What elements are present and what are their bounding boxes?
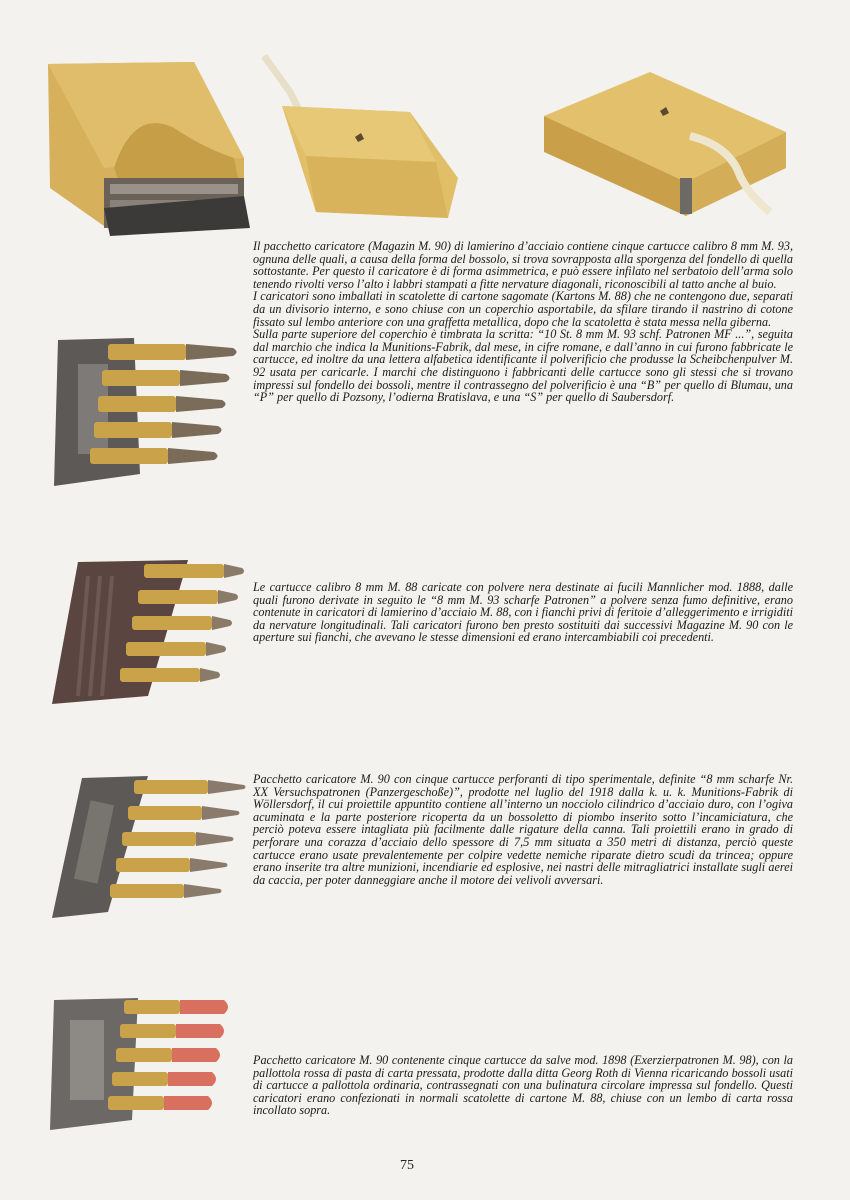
text-block-3 (253, 773, 793, 886)
paragraph: I caricatori sono imballati in scatolette di cartone sagomate (Kartons M. 88) che ne contengono due, separati da un divisorio interno, e sono chiuse con un coperchio asportabile, da sfilare tirando il nastrino di cotone fissato sul lembo anteriore con una graffetta metallica, dopo che la scatoletta è stata messa nella giberna. (253, 289, 793, 329)
page-number: 75 (400, 1158, 414, 1173)
clip-armor-piercing-photo (48, 772, 248, 922)
text-block-2 (253, 581, 793, 644)
paragraph: Pacchetto caricatore M. 90 con cinque cartucce perforanti di tipo sperimentale, definite “8 mm scharfe Nr. XX Versuchspatronen (Panzergeschoße)”, prodotte nel luglio del 1918 dalla k. u. k. Munitions-Fabrik di Wöllersdorf, il cui proiettile appuntito contiene all’interno un nocciolo cilindrico d’acciaio duro, con l’ogiva acuminata e la parte posteriore ricoperta da un bossoletto di piombo inserito sotto l’incamiciatura, che perciò poteva essere intagliata più facilmente dalle rigature della canna. Tali proiettili erano in grado di perforare una corazza d’acciaio dello spessore di 7,5 mm situata a 350 metri di distanza, perciò queste cartucce erano usate prevalentemente per colpire vedette nemiche riparate dietro scudi da trincea; oppure erano inserite tra altre munizioni, incendiarie ed esplosive, nei nastri delle mitragliatrici installate sugli aerei da caccia, per poter danneggiare anche il motore dei velivoli avversari. (253, 772, 793, 887)
closed-box-photo (540, 66, 790, 218)
text-block-4 (253, 1054, 793, 1117)
text-block-1 (253, 240, 793, 404)
clip-blank-cartridges-photo (48, 994, 234, 1136)
paragraph: Le cartucce calibro 8 mm M. 88 caricate con polvere nera destinate ai fucili Mannlicher mod. 1888, dalle quali furono derivate in seguito le “8 mm M. 93 scharfe Patronen” a polvere senza fumo definitive, erano contenute in caricatori di lamierino d’acciaio M. 88, con i fianchi privi di feritoie d’alleggerimento e irrigiditi da nervature longitudinali. Tali caricatori furono ben presto sostituiti dai successivi Magazine M. 90 con le aperture sui fianchi, che avevano le stesse dimensioni ed erano intercambiabili coi precedenti. (253, 580, 793, 645)
open-box-photo (44, 58, 254, 240)
paragraph: Il pacchetto caricatore (Magazin M. 90) di lamierino d’acciaio contiene cinque cartucce calibro 8 mm M. 93, ognuna delle quali, a causa della forma del bossolo, si trova sovrapposta alla sporgenza del fondello di quella sottostante. Per questo il caricatore è di forma asimmetrica, e può essere infilato nel serbatoio dell’arma solo tenendo rivolti verso l’alto i labbri stampati a fitte nervature diagonali, riconoscibili al tatto anche al buio. (253, 239, 793, 291)
paragraph: Pacchetto caricatore M. 90 contenente cinque cartucce da salve mod. 1898 (Exerzierpatronen M. 98), con la pallottola rossa di pasta di carta pressata, prodotte dalla ditta Georg Roth di Vienna ricaricando bossoli usati di cartucce a pallottola ordinaria, contrassegnati con una bulinatura circolare impressa sul fondello. Questi caricatori erano confezionati in normali scatolette di cartone M. 88, chiuse con un lembo di carta rossa incollato sopra. (253, 1053, 793, 1118)
clip-m90-photo (48, 334, 243, 490)
flat-box-photo (260, 52, 465, 222)
clip-m88-photo (48, 556, 248, 708)
paragraph: Sulla parte superiore del coperchio è timbrata la scritta: “10 St. 8 mm M. 93 schf. Patronen MF ...”, seguita dal marchio che indica la Munitions-Fabrik, dal mese, in cifre romane, e dall’anno in cui furono fabbricate le cartucce, ed inoltre da una lettera alfabetica identificante il polverificio che produsse la Scheibchenpulver M. 92 usata per caricarle. I marchi che distinguono i fabbricanti delle cartucce sono gli stessi che si trovano impressi sul fondello dei bossoli, mentre il contrassegno del polverificio è una “B” per quello di Blumau, una “P” per quello di Pozsony, l’odierna Bratislava, e una “S” per quello di Saubersdorf. (253, 327, 793, 405)
